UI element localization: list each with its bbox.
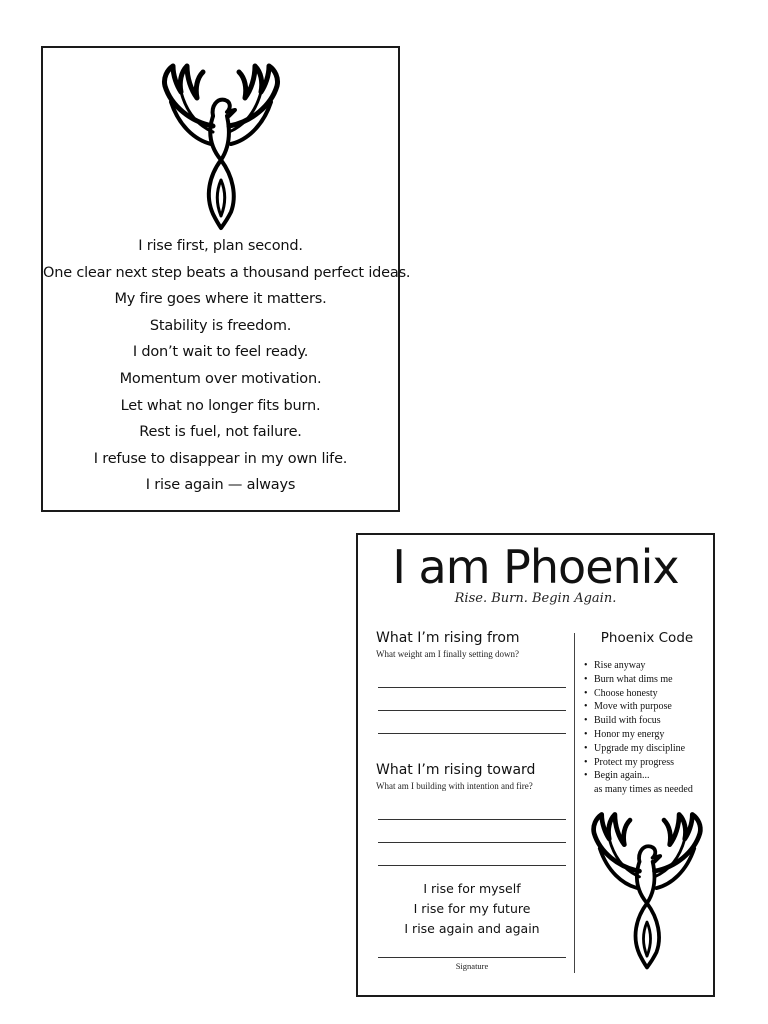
phoenix-code-column [580,629,714,796]
code-item: • Move with purpose [580,700,714,714]
phoenix-code-heading: Phoenix Code [600,630,694,646]
page-title: I am Phoenix [392,540,679,594]
writing-line[interactable] [378,842,566,843]
affirmation-line: I rise first, plan second. [138,238,303,254]
code-item: • Choose honesty [580,687,714,701]
closing-line: I rise for my future [413,901,531,916]
rising-toward-prompt: What am I building with intention and fire? [376,781,533,791]
phoenix-worksheet [356,533,715,997]
affirmation-line: One clear next step beats a thousand perfect ideas. [43,264,411,281]
affirmation-line: I rise again — always [145,477,296,494]
closing-line: I rise for myself [423,881,521,896]
affirmation-line: I don’t wait to feel ready. [132,344,309,361]
signature-line[interactable] [378,957,566,958]
writing-line[interactable] [378,865,566,866]
closing-affirmations [376,879,568,939]
code-item-note: as many times as needed [594,784,693,796]
code-item: • Build with focus [580,714,714,728]
rising-from-lines[interactable] [378,687,566,734]
code-item: • Begin again... [580,769,714,783]
phoenix-code-list [580,659,714,783]
affirmation-line: My fire goes where it matters. [114,291,327,308]
phoenix-icon [580,805,714,975]
rising-toward-heading: What I’m rising toward [376,762,536,778]
affirmation-line: Rest is fuel, not failure. [139,424,302,441]
writing-line[interactable] [378,687,566,688]
affirmation-line: Let what no longer fits burn. [120,397,321,414]
closing-line: I rise again and again [404,921,540,936]
affirmation-list [43,233,411,499]
writing-line[interactable] [378,733,566,734]
code-item: • Rise anyway [580,659,714,673]
rising-toward-section [376,761,535,791]
code-item: • Protect my progress [580,756,714,770]
page-subtitle: Rise. Burn. Begin Again. [454,591,617,606]
rising-from-heading: What I’m rising from [376,630,520,646]
code-item: • Burn what dims me [580,673,714,687]
affirmation-line: I refuse to disappear in my own life. [93,450,348,467]
signature-label: Signature [455,961,489,971]
writing-line[interactable] [378,710,566,711]
code-item: • Upgrade my discipline [580,742,714,756]
writing-line[interactable] [378,819,566,820]
rising-toward-lines[interactable] [378,819,566,866]
affirmation-line: Momentum over motivation. [119,370,322,387]
code-item: • Honor my energy [580,728,714,742]
rising-from-section [376,629,520,659]
affirmation-line: Stability is freedom. [149,317,292,334]
rising-from-prompt: What weight am I finally setting down? [376,649,519,659]
column-divider [574,633,575,973]
phoenix-icon [151,56,291,236]
affirmation-card [41,46,411,512]
